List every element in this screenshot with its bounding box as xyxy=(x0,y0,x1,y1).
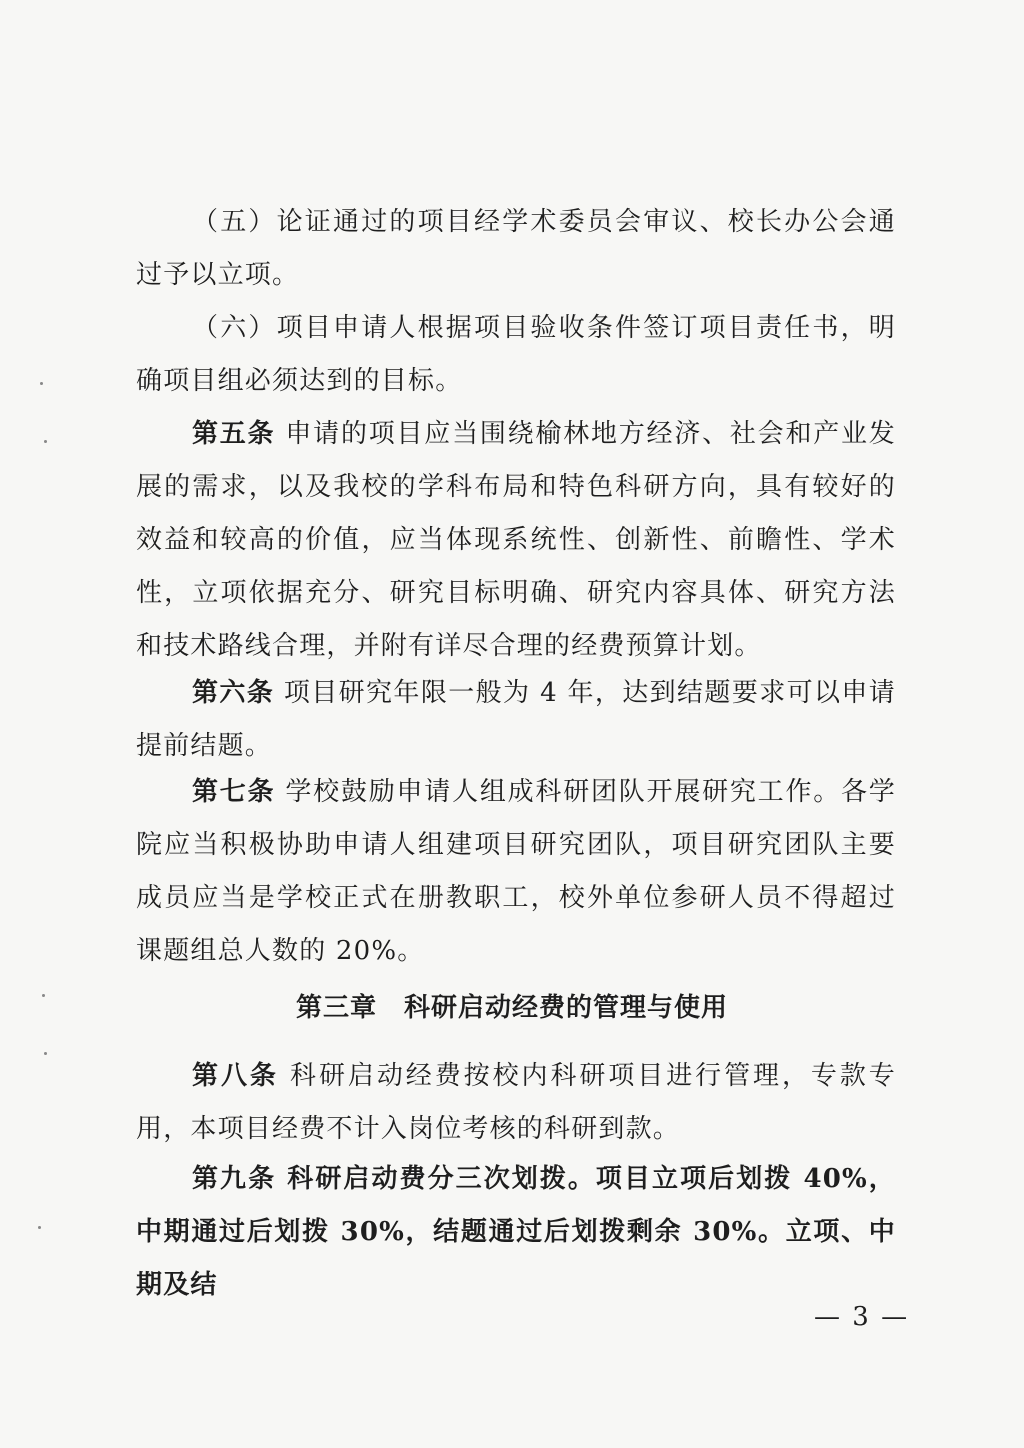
article-9 xyxy=(136,1153,896,1312)
paragraph-item-6 xyxy=(136,302,896,408)
paragraph-text: （五）论证通过的项目经学术委员会审议、校长办公会通过予以立项。 xyxy=(136,207,896,290)
chapter-heading: 第三章 科研启动经费的管理与使用 xyxy=(295,993,728,1023)
article-text: 科研启动经费按校内科研项目进行管理，专款专用，本项目经费不计入岗位考核的科研到款。 xyxy=(136,1061,896,1144)
article-7 xyxy=(136,766,896,978)
paragraph-item-5 xyxy=(136,196,896,302)
article-lead: 第七条 xyxy=(192,777,276,807)
scan-speck xyxy=(44,440,47,443)
article-text: 科研启动费分三次划拨。项目立项后划拨 40%，中期通过后划拨 30%，结题通过后划拨剩余 30%。立项、中期及结 xyxy=(136,1164,896,1300)
page-number: — 3 — xyxy=(814,1302,910,1332)
article-text: 项目研究年限一般为 4 年，达到结题要求可以申请提前结题。 xyxy=(136,678,897,761)
paragraph-text: （六）项目申请人根据项目验收条件签订项目责任书，明确项目组必须达到的目标。 xyxy=(136,313,896,396)
article-text: 申请的项目应当围绕榆林地方经济、社会和产业发展的需求，以及我校的学科布局和特色科研方向，具有较好的效益和较高的价值，应当体现系统性、创新性、前瞻性、学术性，立项依据充分、研究目标明确、研究内容具体、研究方法和技术路线合理，并附有详尽合理的经费预算计划。 xyxy=(136,419,896,661)
scan-speck xyxy=(42,994,45,997)
article-8 xyxy=(136,1050,896,1156)
article-lead: 第八条 xyxy=(192,1061,279,1091)
article-lead: 第九条 xyxy=(192,1164,277,1194)
article-text: 学校鼓励申请人组成科研团队开展研究工作。各学院应当积极协助申请人组建项目研究团队，项目研究团队主要成员应当是学校正式在册教职工，校外单位参研人员不得超过课题组总人数的 20%。 xyxy=(136,777,896,966)
article-lead: 第六条 xyxy=(192,678,275,708)
scan-speck xyxy=(38,1226,41,1229)
article-6 xyxy=(136,667,896,773)
scan-speck xyxy=(44,1052,47,1055)
article-5 xyxy=(136,408,896,673)
article-lead: 第五条 xyxy=(192,419,276,449)
scan-speck xyxy=(40,382,43,385)
